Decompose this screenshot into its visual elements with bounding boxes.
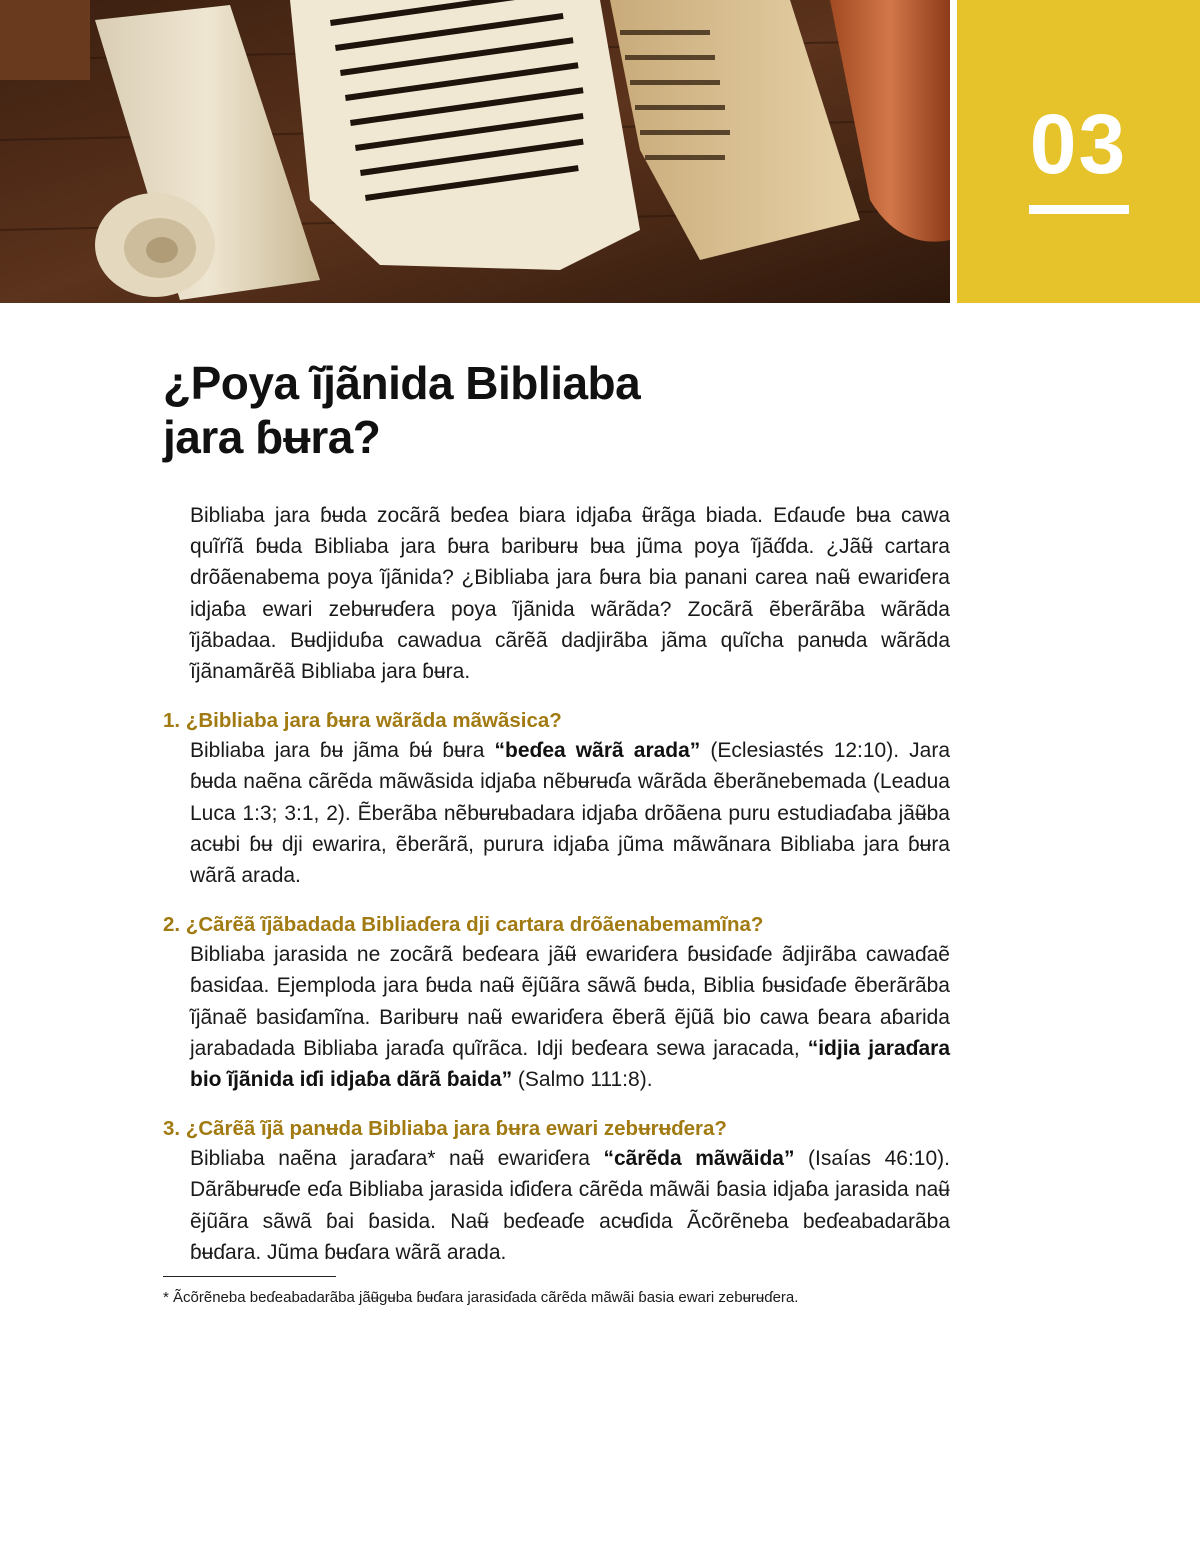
section-1-text-a: Bibliaba jara ɓʉ jãma ɓʉ́ ɓʉra bbox=[190, 739, 495, 763]
section-2 bbox=[163, 911, 950, 1095]
intro-paragraph: Bibliaba jara ɓʉda zocãrã beɗea biara idjaɓa ʉ̃rãga biada. Eɗauɗe bʉa cawa quĩrĩã ɓʉda Bibliaba jara ɓʉra baribʉrʉ bʉa jũma poya ĩjãɗ́da. ¿Jãʉ̃ cartara drõãenabema poya ĩjãnida? ¿Bibliaba jara ɓʉra bia panani carea naʉ̃ ewariɗera idjaɓa ewari zebʉrʉɗera poya ĩjãnida wãrãda? Zocãrã ẽberãrãba wãrãda ĩjãbadaa. Bʉdjiduɓa cawadua cãrẽã dadjirãba jãma quĩcha panʉda wãrãda ĩjãnamãrẽã Bibliaba jara ɓʉra. bbox=[190, 504, 950, 684]
section-3-text-a: Bibliaba naẽna jaraɗara* naʉ̃ ewariɗera bbox=[190, 1147, 604, 1171]
section-1-heading: 1. ¿Bibliaba jara ɓʉra wãrãda mãwãsica? bbox=[163, 709, 562, 733]
section-1 bbox=[163, 707, 950, 891]
header-photo-scrolls bbox=[0, 0, 950, 303]
section-1-paragraph bbox=[190, 735, 950, 891]
section-2-bold-quote: “idjia jaraɗara bio ĩjãnida iɗi idjaɓa dãrã ɓaida” bbox=[190, 1036, 950, 1092]
chapter-tab bbox=[957, 0, 1200, 303]
section-2-text-b: (Salmo 111:8). bbox=[512, 1068, 653, 1092]
section-2-text-a: Bibliaba jarasida ne zocãrã beɗeara jãʉ̃ ewariɗera ɓʉsiɗaɗe ãdjirãba cawaɗaẽ ɓasiɗaa. Ejemploda jara ɓʉda naʉ̃ ẽjũãra sãwã ɓʉda, Biblia ɓʉsiɗaɗe ẽberãrãba ĩjãnaẽ basiɗamĩna. Baribʉrʉ naʉ̃ ewariɗera ẽberã ẽjũã bio cawa ɓeara aɓarida jarabadada Bibliaba jaraɗa quĩrãca. Idji beɗeara sewa jaracada, bbox=[190, 943, 950, 1060]
section-3-text-b: (Isaías 46:10). Dãrãbʉrʉɗe eɗa Bibliaba jarasida iɗiɗera cãrẽda mãwãi ɓasia idjaɓa jarasida naʉ̃ ẽjũãra sãwã ɓai ɓasida. Naʉ̃ beɗeaɗe acʉɗida Ãcõrẽneba beɗeabadarãba ɓʉɗara. Jũma ɓʉɗara wãrã arada. bbox=[190, 1147, 950, 1264]
footnote: * Ãcõrẽneba beɗeabadarãba jãʉ̃gʉba ɓʉɗara jarasiɗada cãrẽda mãwãi ɓasia ewari zebʉrʉɗera. bbox=[163, 1289, 799, 1306]
section-3-heading: 3. ¿Cãrẽã ĩjã panʉda Bibliaba jara ɓʉra ewari zebʉrʉɗera? bbox=[163, 1117, 727, 1141]
scrolls-illustration bbox=[0, 0, 950, 303]
section-1-text-b: (Eclesiastés 12:10). Jara ɓʉda naẽna cãrẽda mãwãsida idjaɓa nẽbʉrʉɗa wãrãda ẽberãnebemada (Leadua Luca 1:3; 3:1, 2). Ẽberãba nẽbʉrʉbadara idjaɓa drõãena puru estudiaɗaba jãʉ̃ba acʉbi ɓʉ dji ewarira, ẽberãrã, purura idjaɓa jũma mãwãnara Bibliaba jara ɓʉra wãrã arada. bbox=[190, 739, 951, 888]
section-1-bold-quote: “beɗea wãrã arada” bbox=[494, 739, 701, 763]
chapter-number: 03 bbox=[1029, 97, 1128, 191]
page-title-line-1: ¿Poya ĩjãnida Bibliaba bbox=[163, 357, 641, 409]
footnote-divider bbox=[163, 1276, 336, 1277]
page-title-line-2: jara ɓʉra? bbox=[163, 411, 381, 463]
section-3-paragraph bbox=[190, 1143, 950, 1268]
article-body bbox=[163, 500, 950, 1268]
page-title bbox=[163, 356, 863, 464]
section-3 bbox=[163, 1115, 950, 1268]
section-2-heading: 2. ¿Cãrẽã ĩjãbadada Bibliaɗera dji cartara drõãenabemamĩna? bbox=[163, 913, 764, 937]
chapter-underline bbox=[1029, 205, 1129, 214]
section-2-paragraph bbox=[190, 939, 950, 1095]
section-3-bold-quote: “cãrẽda mãwãida” bbox=[603, 1147, 795, 1171]
